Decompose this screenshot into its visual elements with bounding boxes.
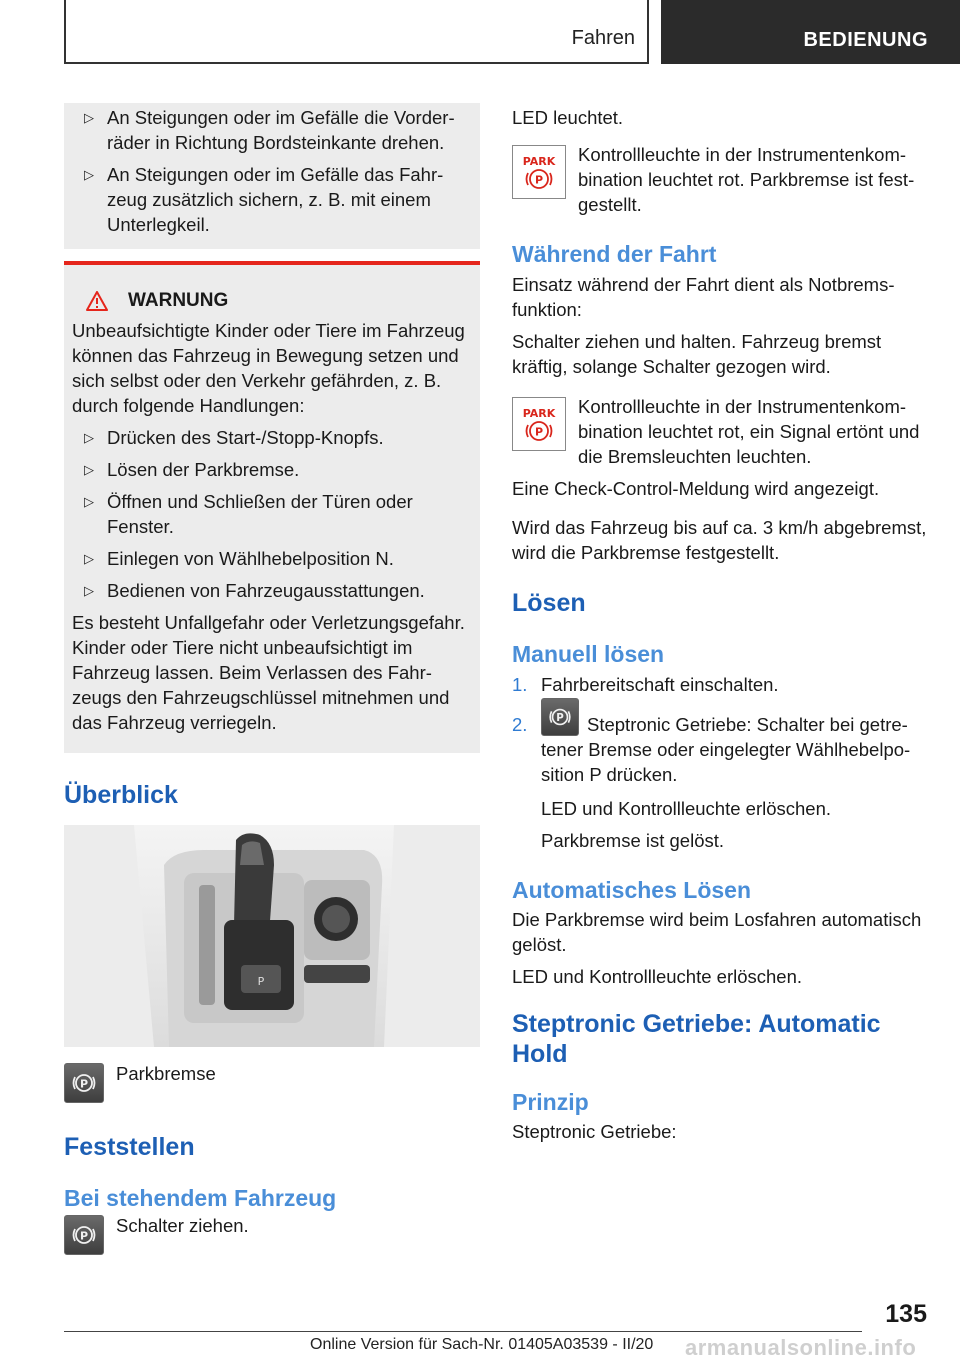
list-item: ▷ Einlegen von Wählhebelposition N. [84,548,394,569]
automatic-hold-heading: Steptronic Getriebe: Automatic Hold [512,1010,881,1068]
step-sub-text: LED und Kontrollleuchte erlöschen. [541,798,832,819]
step-sub-text: Parkbremse ist gelöst. [541,830,725,851]
auto-paragraph: Die Parkbremse wird beim Losfahren automatisch gelöst. [512,909,922,955]
apply-heading: Feststellen [64,1133,195,1161]
park-indicator-icon [512,145,566,199]
list-item: ▷ An Steigungen oder im Gefälle die Vorderräder in Richtung Bordsteinkante drehen. [84,107,455,153]
triangle-bullet-icon: ▷ [84,167,94,182]
triangle-bullet-icon: ▷ [84,430,94,445]
driving-heading: Während der Fahrt [512,241,717,267]
indicator-row-1 [512,145,928,217]
stationary-text: Schalter ziehen. [116,1215,249,1236]
release-heading: Lösen [512,589,586,617]
auto-paragraph: LED und Kontrollleuchte erlöschen. [512,966,803,987]
driving-paragraph: Schalter ziehen und halten. Fahrzeug bremst kräftig, solange Schalter gezogen wird. [512,331,882,377]
center-console-illustration [64,825,480,1047]
list-item: ▷ Bedienen von Fahrzeugausstattungen. [84,580,425,601]
warning-outro: Es besteht Unfallgefahr oder Verletzungsgefahr. Kinder oder Tiere nicht unbeaufsichtigt im Fahrzeug lassen. Beim Verlassen des Fahrzeugs den Fahrzeugschlüssel mitnehmen und das Fahrzeug verriegeln. [72,612,465,733]
driving-paragraph: Eine Check-Control-Meldung wird angezeigt. [512,478,880,499]
indicator-row-2 [512,397,928,469]
list-item: ▷ Öffnen und Schließen der Türen oder Fenster. [84,491,413,537]
svg-text:PARK: PARK [522,407,556,420]
principle-text: Steptronic Getriebe: [512,1121,677,1142]
release-steps [512,672,928,853]
left-column [64,103,480,1255]
svg-text:PARK: PARK [522,155,556,168]
indicator-text-2: Kontrollleuchte in der Instrumentenkombination leuchtet rot, ein Signal ertönt und die Bremsleuchten leuchten. [578,396,920,467]
stationary-row [64,1215,480,1255]
gear-selector-photo [64,825,480,1047]
park-indicator-icon [512,397,566,451]
list-item: ▷ Lösen der Parkbremse. [84,459,300,480]
header-section-tab [64,0,649,64]
footer-online-version: Online Version für Sach-Nr. 01405A03539 - II/20 [310,1336,654,1353]
driving-paragraph: Einsatz während der Fahrt dient als Notbremsfunktion: [512,274,895,320]
list-item: 1. Fahrbereitschaft einschalten. [512,674,779,695]
parking-brake-caption-row [64,1063,480,1103]
warning-box [64,261,480,753]
svg-text:P: P [534,173,544,187]
warning-intro: Unbeaufsichtigte Kinder oder Tiere im Fahrzeug können das Fahrzeug in Bewegung setzen und sich selbst oder den Verkehr gefährden, z. B. durch folgende Handlungen: [72,320,465,416]
warning-title: WARNUNG [86,290,472,312]
driving-paragraph: Wird das Fahrzeug bis auf ca. 3 km/h abgebremst, wird die Parkbremse festgestellt. [512,517,927,563]
header-section-title: Fahren [571,27,635,49]
header-chapter-title: BEDIENUNG [803,29,928,51]
triangle-bullet-icon: ▷ [84,110,94,125]
svg-text:P: P [534,425,544,439]
header-chapter-tab [661,0,960,64]
svg-text:P: P [79,1077,89,1091]
led-text: LED leuchtet. [512,107,624,128]
overview-heading: Überblick [64,781,178,809]
auto-release-heading: Automatisches Lösen [512,877,751,903]
parking-brake-switch-icon [541,698,579,736]
list-item: ▷ Drücken des Start-/Stopp-Knopfs. [84,427,384,448]
right-column [512,103,928,1144]
watermark: armanualsonline.info [685,1335,917,1360]
page-number: 135 [885,1300,927,1328]
svg-text:P: P [257,975,265,988]
manual-release-heading: Manuell lösen [512,641,665,667]
triangle-bullet-icon: ▷ [84,583,94,598]
svg-text:P: P [556,712,564,725]
stationary-heading: Bei stehendem Fahrzeug [64,1185,337,1211]
parking-brake-switch-icon [64,1215,104,1255]
tips-box [64,103,480,249]
triangle-bullet-icon: ▷ [84,462,94,477]
triangle-bullet-icon: ▷ [84,494,94,509]
indicator-text-1: Kontrollleuchte in der Instrumentenkombination leuchtet rot. Parkbremse ist festgestellt. [578,144,915,215]
parking-brake-switch-icon [64,1063,104,1103]
warning-triangle-icon [86,291,108,311]
list-item: 2. P Steptronic Getriebe: Schalter bei getretener Bremse oder eingelegter Wählhebelposition P drücken. LED und Kontrollleuchte erlöschen. Parkbremse ist gelöst. [512,712,928,853]
list-item: ▷ An Steigungen oder im Gefälle das Fahrzeug zusätzlich sichern, z. B. mit einem Unterlegkeil. [84,164,444,235]
triangle-bullet-icon: ▷ [84,551,94,566]
svg-text:P: P [79,1229,89,1243]
principle-heading: Prinzip [512,1089,589,1115]
photo-caption: Parkbremse [116,1063,216,1084]
footer-divider [64,1331,862,1332]
